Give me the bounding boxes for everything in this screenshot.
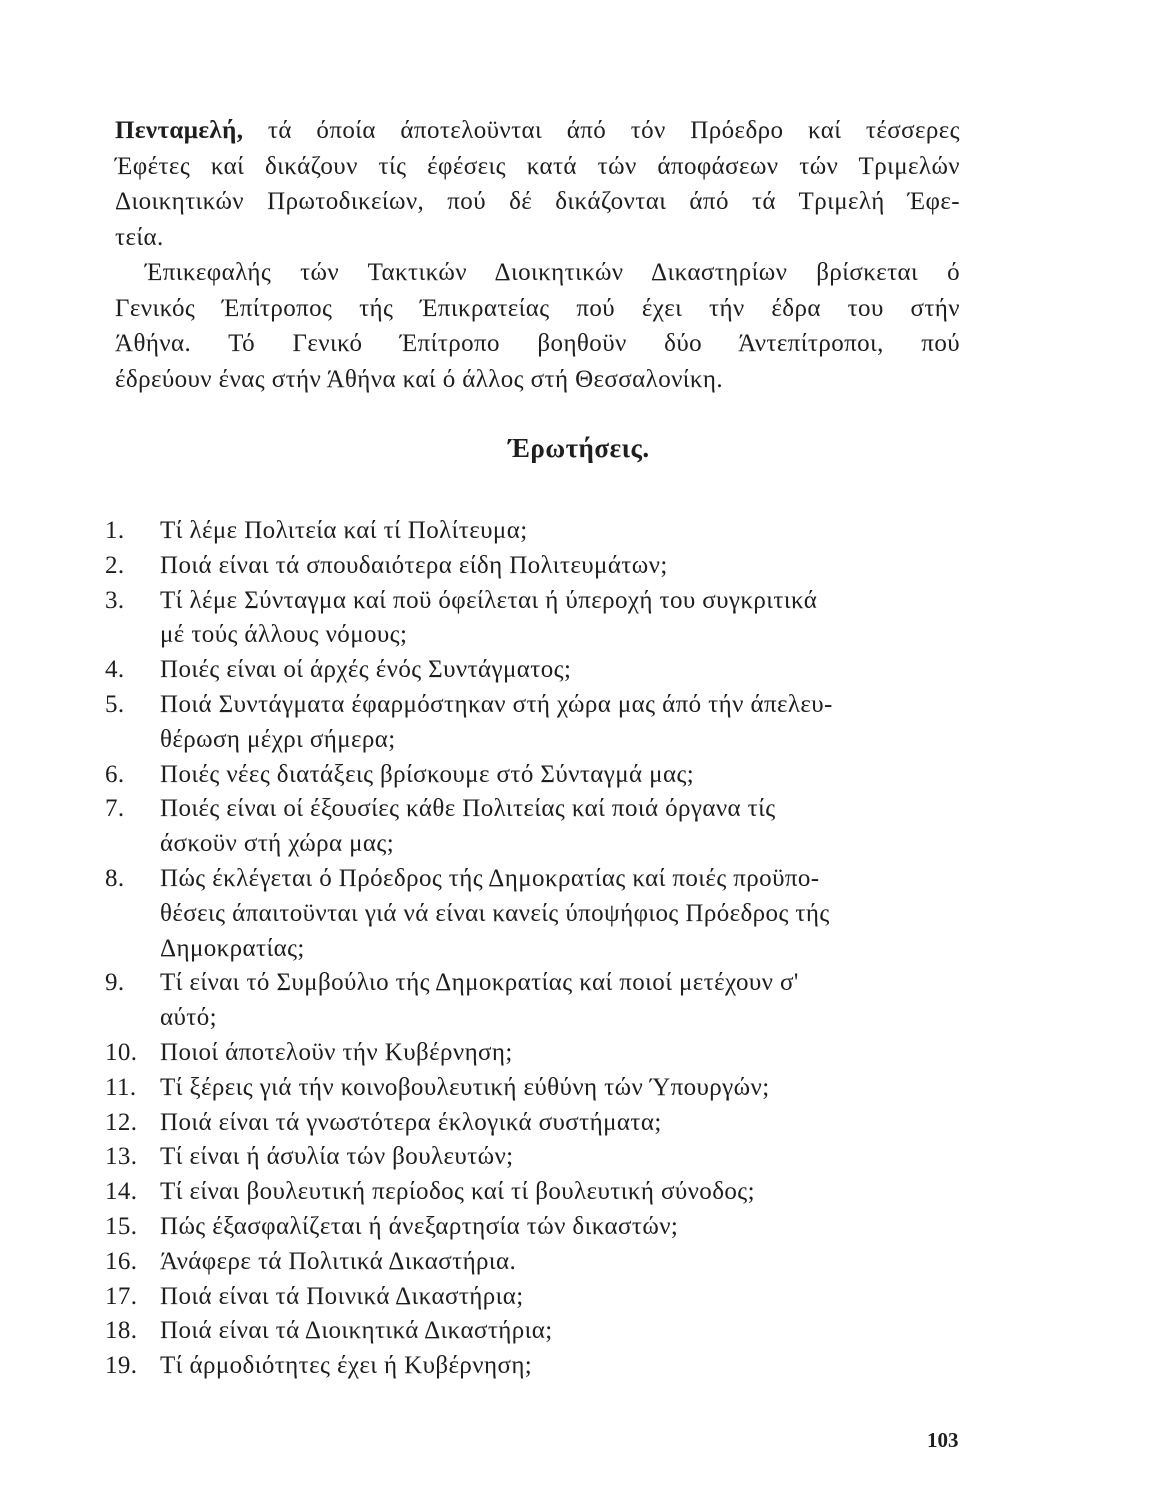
question-text: Τί λέμε Πολιτεία καί τί Πολίτευμα; [160,517,528,544]
question-item [105,1349,965,1384]
question-item [105,862,965,966]
question-item [105,1106,965,1141]
question-text-cont: αύτό; [160,1004,217,1032]
question-text: Ποιές είναι οί έξουσίες κάθε Πολιτείας καί ποιά όργανα τίς [160,795,776,823]
question-number: 13. [105,1143,138,1171]
question-text: Πώς έκλέγεται ό Πρόεδρος τής Δημοκρατίας καί ποιές προϋπο- [160,864,820,892]
question-text-cont: μέ τούς άλλους νόμους; [160,621,408,649]
question-text: Ποιά Συντάγματα έφαρμόστηκαν στή χώρα μας άπό τήν άπελευ- [160,690,833,718]
para2-line-2: Γενικός Έπίτροπος τής Έπικρατείας πού έχει τήν έδρα του στήν [115,294,960,322]
question-number: 10. [105,1038,138,1066]
question-number: 6. [105,760,125,788]
question-number: 8. [105,864,125,892]
intro-paragraph [115,113,960,255]
question-number: 12. [105,1108,138,1136]
question-number: 17. [105,1282,138,1310]
question-number: 11. [105,1073,137,1101]
question-number: 16. [105,1247,138,1275]
question-text-cont: Δημοκρατίας; [160,934,305,962]
question-number: 9. [105,969,125,997]
question-text: Τί ξέρεις γιά τήν κοινοβουλευτική εύθύνη τών Ύπουργών; [160,1073,770,1101]
intro-line-2: Έφέτες καί δικάζουν τίς έφέσεις κατά τών άποφάσεων τών Τριμελών [115,152,960,180]
question-text: Ποιά είναι τά σπουδαιότερα είδη Πολιτευμάτων; [160,551,668,579]
question-number: 15. [105,1212,138,1240]
section-heading: Έρωτήσεις. [508,433,650,463]
question-number: 7. [105,795,125,823]
question-text: Άνάφερε τά Πολιτικά Δικαστήρια. [160,1247,517,1275]
second-paragraph [115,255,960,397]
intro-line-3: Διοικητικών Πρωτοδικείων, πού δέ δικάζονται άπό τά Τριμελή Έφε- [115,188,960,215]
question-item [105,1175,965,1210]
question-item [105,584,965,654]
question-text-cont: θέρωση μέχρι σήμερα; [160,725,396,753]
question-text: Ποιά είναι τά Ποινικά Δικαστήρια; [160,1282,524,1310]
question-number: 5. [105,690,125,718]
question-item [105,653,965,688]
question-number: 19. [105,1352,138,1380]
question-text: Τί είναι βουλευτική περίοδος καί τί βουλευτική σύνοδος; [160,1178,755,1206]
question-item [105,792,965,862]
questions-list [105,514,965,1384]
para2-line-4: έδρεύουν ένας στήν Άθήνα καί ό άλλος στή Θεσσαλονίκη. [115,365,724,393]
question-item [105,1036,965,1071]
question-item [105,688,965,758]
question-text: Τί είναι ή άσυλία τών βουλευτών; [160,1143,514,1171]
question-text: Ποιά είναι τά γνωστότερα έκλογικά συστήματα; [160,1108,662,1136]
para2-line-3: Άθήνα. Τό Γενικό Έπίτροπο βοηθοϋν δύο Άντεπίτροποι, πού [115,330,960,357]
intro-line-4: τεία. [115,223,164,251]
question-number: 1. [105,517,125,544]
question-text-cont: άσκοϋν στή χώρα μας; [160,830,395,858]
question-text: Ποιοί άποτελοϋν τήν Κυβέρνηση; [160,1038,513,1066]
question-number: 14. [105,1178,138,1206]
question-number: 2. [105,551,125,579]
question-number: 18. [105,1317,138,1345]
intro-line-1 [115,113,960,149]
question-text: Πώς έξασφαλίζεται ή άνεξαρτησία τών δικαστών; [160,1212,679,1240]
question-text: Ποιές νέες διατάξεις βρίσκουμε στό Σύνταγμά μας; [160,760,695,788]
intro-lead-word: Πενταμελή, [115,117,244,144]
question-item [105,1280,965,1315]
intro-line-1-text: τά όποία άποτελοϋνται άπό τόν Πρόεδρο καί τέσσερες [267,117,960,144]
question-item [105,1314,965,1349]
question-text: Ποιά είναι τά Διοικητικά Δικαστήρια; [160,1317,553,1345]
question-item [105,1140,965,1175]
question-item [105,758,965,793]
para2-line-1: Έπικεφαλής τών Τακτικών Διοικητικών Δικαστηρίων βρίσκεται ό [145,259,960,286]
question-text: Τί είναι τό Συμβούλιο τής Δημοκρατίας καί ποιοί μετέχουν σ' [160,969,799,997]
question-item [105,514,965,549]
question-text: Ποιές είναι οί άρχές ένός Συντάγματος; [160,656,572,684]
question-item [105,549,965,584]
question-item [105,1210,965,1245]
question-number: 4. [105,656,125,684]
question-text: Τί άρμοδιότητες έχει ή Κυβέρνηση; [160,1352,533,1380]
page-number: 103 [927,1428,959,1452]
question-text-cont: θέσεις άπαιτοϋνται γιά νά είναι κανείς ύποψήφιος Πρόεδρος τής [160,899,830,927]
question-item [105,966,965,1036]
question-text: Τί λέμε Σύνταγμα καί ποϋ όφείλεται ή ύπεροχή του συγκριτικά [160,586,818,614]
question-item [105,1245,965,1280]
question-number: 3. [105,586,125,614]
question-item [105,1071,965,1106]
